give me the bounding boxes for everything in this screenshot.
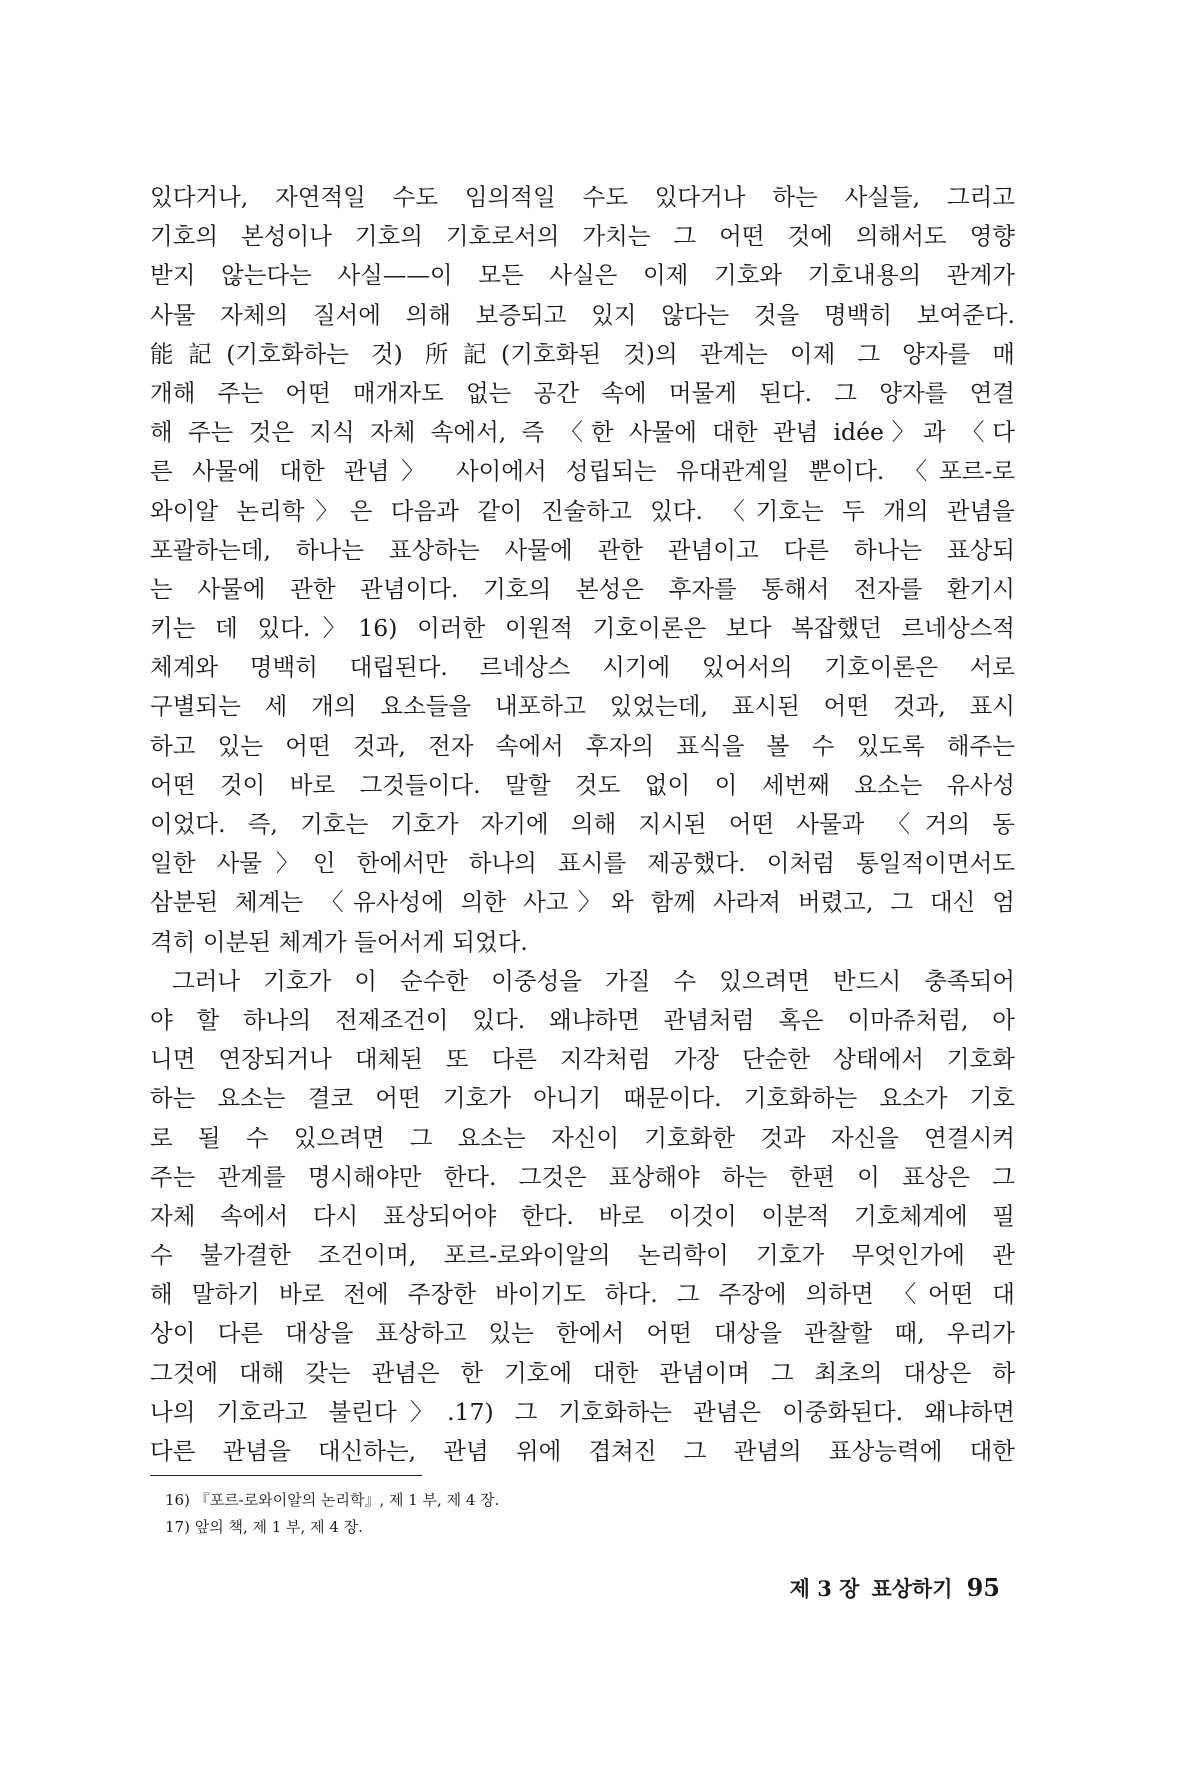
text-line: 해 주는 것은 지식 자체 속에서, 즉 〈한 사물에 대한 관념 idée〉과 〈다	[150, 418, 1015, 447]
text-line: 상이 다른 대상을 표상하고 있는 한에서 어떤 대상을 관찰할 때, 우리가	[150, 1319, 1015, 1348]
text-line: 구별되는 세 개의 요소들을 내포하고 있었는데, 표시된 어떤 것과, 표시	[150, 692, 1015, 721]
footnotes	[165, 1487, 865, 1541]
text-line: 른 사물에 대한 관념〉 사이에서 성립되는 유대관계일 뿐이다. 〈포르-로	[150, 457, 1015, 486]
chapter-title: 표상하기	[871, 1576, 953, 1601]
text-line: 격히 이분된 체계가 들어서게 되었다.	[150, 927, 528, 956]
text-line: 체계와 명백히 대립된다. 르네상스 시기에 있어서의 기호이론은 서로	[150, 653, 1015, 682]
footnote-divider	[150, 1475, 422, 1476]
text-line: 주는 관계를 명시해야만 한다. 그것은 표상해야 하는 한편 이 표상은 그	[150, 1162, 1015, 1191]
text-line: 해 말하기 바로 전에 주장한 바이기도 하다. 그 주장에 의하면 〈어떤 대	[150, 1280, 1015, 1309]
text-line: 그것에 대해 갖는 관념은 한 기호에 대한 관념이며 그 최초의 대상은 하	[150, 1358, 1015, 1387]
text-line: 일한 사물〉인 한에서만 하나의 표시를 제공했다. 이처럼 통일적이면서도	[150, 849, 1015, 878]
paragraph-start-line: 그러나 기호가 이 순수한 이중성을 가질 수 있으려면 반드시 충족되어	[172, 966, 1015, 995]
text-line: 로 될 수 있으려면 그 요소는 자신이 기호화한 것과 자신을 연결시켜	[150, 1123, 1015, 1152]
footnote-17: 17) 앞의 책, 제 1 부, 제 4 장.	[165, 1518, 363, 1536]
text-line: 자체 속에서 다시 표상되어야 한다. 바로 이것이 이분적 기호체계에 필	[150, 1201, 1015, 1230]
text-line: 니면 연장되거나 대체된 또 다른 지각처럼 가장 단순한 상태에서 기호화	[150, 1045, 1015, 1074]
text-line: 야 할 하나의 전제조건이 있다. 왜냐하면 관념처럼 혹은 이마쥬처럼, 아	[150, 1005, 1015, 1034]
text-line: 있다거나, 자연적일 수도 임의적일 수도 있다거나 하는 사실들, 그리고	[150, 183, 1015, 211]
page-number: 95	[966, 1573, 1000, 1602]
footnote-16: 16) 『포르-로와이알의 논리학』, 제 1 부, 제 4 장.	[165, 1491, 500, 1509]
text-line: 나의 기호라고 불린다〉.17) 그 기호화하는 관념은 이중화된다. 왜냐하면	[150, 1397, 1015, 1426]
text-line: 다른 관념을 대신하는, 관념 위에 겹쳐진 그 관념의 표상능력에 대한	[150, 1437, 1015, 1465]
text-line: 키는 데 있다.〉16) 이러한 이원적 기호이론은 보다 복잡했던 르네상스적	[150, 614, 1015, 643]
running-footer	[730, 1573, 1000, 1603]
chapter-label: 제 3 장	[789, 1576, 860, 1601]
text-line: 받지 않는다는 사실——이 모든 사실은 이제 기호와 기호내용의 관계가	[150, 261, 1015, 290]
text-line: 이었다. 즉, 기호는 기호가 자기에 의해 지시된 어떤 사물과 〈거의 동	[150, 810, 1015, 838]
text-line: 포괄하는데, 하나는 표상하는 사물에 관한 관념이고 다른 하나는 표상되	[150, 535, 1015, 564]
text-line: 수 불가결한 조건이며, 포르-로와이알의 논리학이 기호가 무엇인가에 관	[150, 1241, 1015, 1270]
text-line: 와이알 논리학〉은 다음과 같이 진술하고 있다. 〈기호는 두 개의 관념을	[150, 496, 1015, 525]
text-line: 사물 자체의 질서에 의해 보증되고 있지 않다는 것을 명백히 보여준다.	[150, 300, 1015, 329]
text-line: 하고 있는 어떤 것과, 전자 속에서 후자의 표식을 볼 수 있도록 해주는	[150, 731, 1015, 760]
text-line: 能記(기호화하는 것) 所記(기호화된 것)의 관계는 이제 그 양자를 매	[150, 339, 1015, 368]
text-line: 어떤 것이 바로 그것들이다. 말할 것도 없이 이 세번째 요소는 유사성	[150, 770, 1015, 799]
text-line: 개해 주는 어떤 매개자도 없는 공간 속에 머물게 된다. 그 양자를 연결	[150, 378, 1015, 407]
text-line: 삼분된 체계는 〈유사성에 의한 사고〉와 함께 사라져 버렸고, 그 대신 엄	[150, 888, 1015, 917]
text-line: 하는 요소는 결코 어떤 기호가 아니기 때문이다. 기호화하는 요소가 기호	[150, 1084, 1015, 1113]
text-line: 는 사물에 관한 관념이다. 기호의 본성은 후자를 통해서 전자를 환기시	[150, 574, 1015, 603]
text-line: 기호의 본성이나 기호의 기호로서의 가치는 그 어떤 것에 의해서도 영향	[150, 222, 1015, 251]
body-text	[150, 178, 1015, 1471]
